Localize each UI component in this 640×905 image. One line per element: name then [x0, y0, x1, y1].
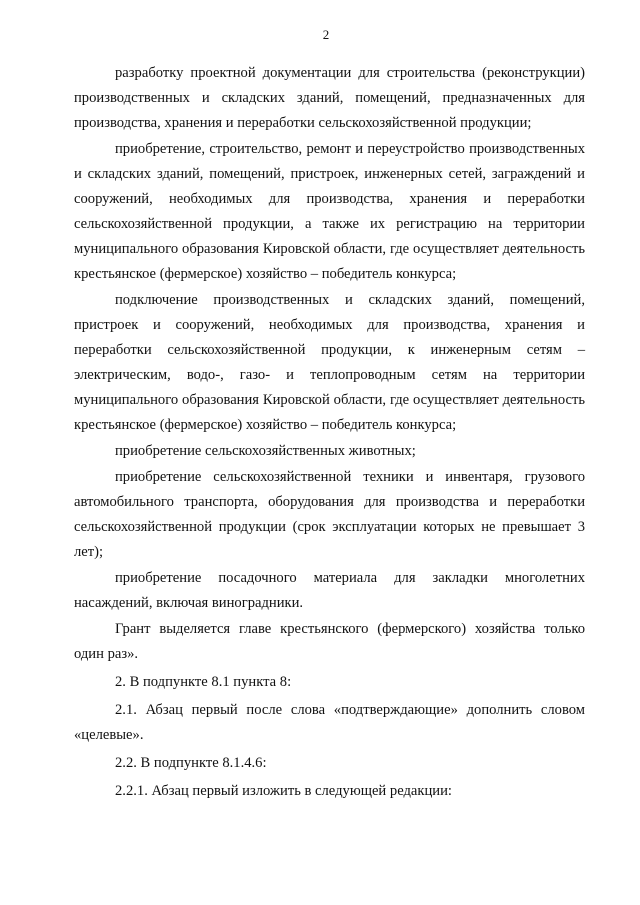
paragraph-item-2-2: 2.2. В подпункте 8.1.4.6:	[115, 755, 267, 771]
paragraph-item-2: 2. В подпункте 8.1 пункта 8:	[115, 674, 292, 690]
document-body	[74, 61, 585, 804]
page-number: 2	[322, 27, 330, 42]
paragraph-utility-connection: подключение производственных и складских зданий, помещений, пристроек и сооружений, необходимых для производства, хранения и переработки сельскохозяйственной продукции, к инженерным сетям – электрическим, водо-, газо- и теплопроводным сетям на территории муниципального образования Кировской области, где осуществляет деятельность крестьянское (фермерское) хозяйство – победитель конкурса;	[74, 292, 585, 433]
paragraph-acquisition-construction: приобретение, строительство, ремонт и переустройство производственных и складских зданий, помещений, пристроек, инженерных сетей, заграждений и сооружений, необходимых для производства, хранения и переработки сельскохозяйственной продукции, а также их регистрацию на территории муниципального образования Кировской области, где осуществляет деятельность крестьянское (фермерское) хозяйство – победитель конкурса;	[74, 141, 585, 282]
paragraph-grant-once: Грант выделяется главе крестьянского (фермерского) хозяйства только один раз».	[74, 621, 585, 662]
paragraph-project-documentation: разработку проектной документации для строительства (реконструкции) производственных и складских зданий, помещений, предназначенных для производства, хранения и переработки сельскохозяйственной продукции;	[74, 65, 585, 131]
paragraph-livestock: приобретение сельскохозяйственных животных;	[115, 443, 416, 459]
paragraph-planting-material: приобретение посадочного материала для закладки многолетних насаждений, включая виноградники.	[74, 570, 585, 611]
paragraph-machinery: приобретение сельскохозяйственной техники и инвентаря, грузового автомобильного транспорта, оборудования для производства и переработки сельскохозяйственной продукции (срок эксплуатации которых не превышает 3 лет);	[74, 469, 585, 560]
paragraph-item-2-1: 2.1. Абзац первый после слова «подтверждающие» дополнить словом «целевые».	[74, 702, 585, 743]
paragraph-item-2-2-1: 2.2.1. Абзац первый изложить в следующей редакции:	[115, 783, 452, 799]
